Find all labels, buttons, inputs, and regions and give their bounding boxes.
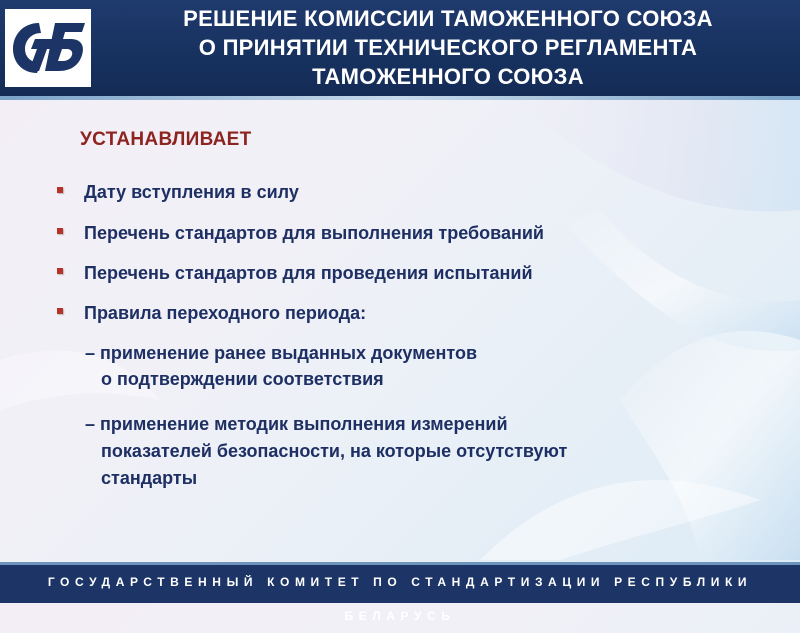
bullet-item: Дату вступления в силу [84,182,299,202]
sub-item-line: – применение методик выполнения измерений [85,414,508,434]
section-heading: УСТАНАВЛИВАЕТ [80,129,252,150]
footer-text: ГОСУДАРСТВЕННЫЙ КОМИТЕТ ПО СТАНДАРТИЗАЦИИ РЕСПУБЛИКИ БЕЛАРУСЬ [47,575,753,623]
title-line-1: РЕШЕНИЕ КОМИССИИ ТАМОЖЕННОГО СОЮЗА [183,6,713,31]
bullet-marker-icon [57,308,63,314]
sub-item-line: показателей безопасности, на которые отсутствуют [101,441,568,461]
page-title [108,4,788,91]
header-bar [0,0,800,96]
sub-item-line: о подтверждении соответствия [101,369,384,389]
background-decoration [0,100,800,560]
bullet-marker-icon [57,228,63,234]
title-line-2: О ПРИНЯТИИ ТЕХНИЧЕСКОГО РЕГЛАМЕНТА [198,35,698,60]
bullet-item: Перечень стандартов для проведения испытаний [84,263,533,283]
bullet-marker-icon [57,187,63,193]
bullet-item: Правила переходного периода: [84,303,367,323]
sub-item-line: – применение ранее выданных документов [85,343,478,363]
bullet-item: Перечень стандартов для выполнения требований [84,223,544,243]
sub-item-line: стандарты [101,468,198,488]
footer-bar [0,562,800,623]
title-line-3: ТАМОЖЕННОГО СОЮЗА [312,64,584,89]
bullet-marker-icon [57,268,63,274]
gosstandart-logo-icon [5,9,91,87]
